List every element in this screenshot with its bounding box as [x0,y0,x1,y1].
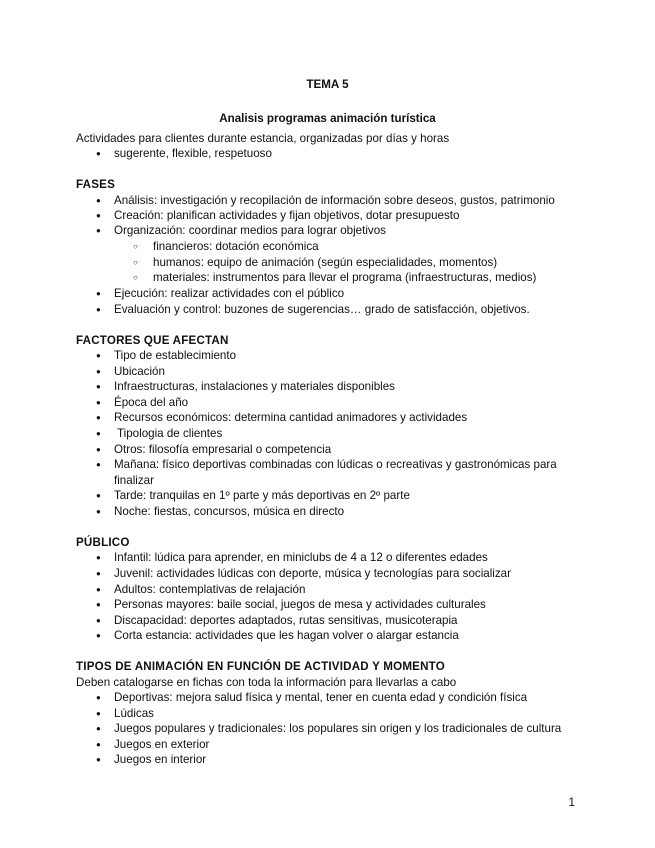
list-item: ● Juegos en exterior [96,738,210,751]
bullet-icon: ● [96,367,101,376]
list-item: ● Noche: fiestas, concursos, música en directo [96,505,345,518]
section-heading-fases: FASES [76,178,116,191]
bullet-icon: ● [96,429,101,438]
list-item: ● Tipo de establecimiento [96,349,237,362]
list-item: ● Juvenil: actividades lúdicas con deporte, música y tecnologías para socializar [96,567,511,580]
bullet-icon: ● [96,740,101,749]
list-item: ● Tipologia de clientes [96,427,223,440]
list-item: ● Infraestructuras, instalaciones y materiales disponibles [96,380,395,393]
list-item: ● Juegos populares y tradicionales: los populares sin origen y los tradicionales de cultura [96,722,562,735]
list-item: ● Infantil: lúdica para aprender, en miniclubs de 4 a 12 o diferentes edades [96,551,488,564]
list-item: ● Personas mayores: baile social, juegos de mesa y actividades culturales [96,598,486,611]
list-item: ● Organización: coordinar medios para lograr objetivos [96,224,386,237]
list-item: ● Creación: planifican actividades y fijan objetivos, dotar presupuesto [96,209,460,222]
list-item: ● Discapacidad: deportes adaptados, rutas sensitivas, musicoterapia [96,614,458,627]
bullet-icon: ● [96,631,101,640]
sub-list-item: ○ humanos: equipo de animación (según especialidades, momentos) [133,256,498,269]
page-number: 1 [568,796,575,809]
bullet-icon: ● [96,755,101,764]
circle-bullet-icon: ○ [133,242,138,251]
intro-text: Actividades para clientes durante estancia, organizadas por días y horas [76,132,450,145]
list-item: ● Ubicación [96,365,165,378]
section-heading-publico: PÚBLICO [76,536,130,549]
list-item: ● Corta estancia: actividades que les hagan volver o alargar estancia [96,629,459,642]
list-item: ● Adultos: contemplativas de relajación [96,583,306,596]
list-item: ● Tarde: tranquilas en 1º parte y más deportivas en 2º parte [96,489,410,502]
bullet-icon: ● [96,398,101,407]
section-intro-text: Deben catalogarse en fichas con toda la información para llevarlas a cabo [76,676,457,689]
bullet-icon: ● [96,460,101,469]
list-item: ● Mañana: físico deportivas combinadas con lúdicas o recreativas y gastronómicas para [96,458,557,471]
list-item: ● Juegos en interior [96,753,207,766]
list-item: ● Ejecución: realizar actividades con el público [96,287,345,300]
list-item: ● sugerente, flexible, respetuoso [96,147,272,160]
page-title: TEMA 5 [306,78,349,91]
list-item: ● Lúdicas [96,707,154,720]
bullet-icon: ● [96,709,101,718]
bullet-icon: ● [96,226,101,235]
bullet-icon: ● [96,553,101,562]
bullet-icon: ● [96,585,101,594]
bullet-icon: ● [96,413,101,422]
bullet-icon: ● [96,616,101,625]
section-heading-tipos: TIPOS DE ANIMACIÓN EN FUNCIÓN DE ACTIVIDAD Y MOMENTO [76,660,445,673]
bullet-icon: ● [96,289,101,298]
bullet-icon: ● [96,600,101,609]
document-subtitle: Analisis programas animación turística [219,112,436,125]
list-item: ● Deportivas: mejora salud física y mental, tener en cuenta edad y condición física [96,691,528,704]
list-item: ● Otros: filosofía empresarial o competencia [96,443,332,456]
circle-bullet-icon: ○ [133,258,138,267]
circle-bullet-icon: ○ [133,273,138,282]
bullet-icon: ● [96,211,101,220]
list-item-continuation: finalizar [114,474,154,487]
section-heading-factores: FACTORES QUE AFECTAN [76,334,229,347]
bullet-icon: ● [96,693,101,702]
bullet-icon: ● [96,196,101,205]
bullet-icon: ● [96,351,101,360]
list-item: ● Recursos económicos: determina cantidad animadores y actividades [96,411,468,424]
bullet-icon: ● [96,445,101,454]
bullet-icon: ● [96,724,101,733]
list-item: ● Análisis: investigación y recopilación de información sobre deseos, gustos, patrimonio [96,194,555,207]
list-item: ● Época del año [96,396,189,409]
sub-list-item: ○ financieros: dotación económica [133,240,319,253]
bullet-icon: ● [96,149,101,158]
bullet-icon: ● [96,569,101,578]
bullet-icon: ● [96,305,101,314]
bullet-icon: ● [96,491,101,500]
bullet-icon: ● [96,507,101,516]
bullet-icon: ● [96,382,101,391]
list-item: ● Evaluación y control: buzones de sugerencias… grado de satisfacción, objetivos. [96,303,530,316]
sub-list-item: ○ materiales: instrumentos para llevar el programa (infraestructuras, medios) [133,271,537,284]
